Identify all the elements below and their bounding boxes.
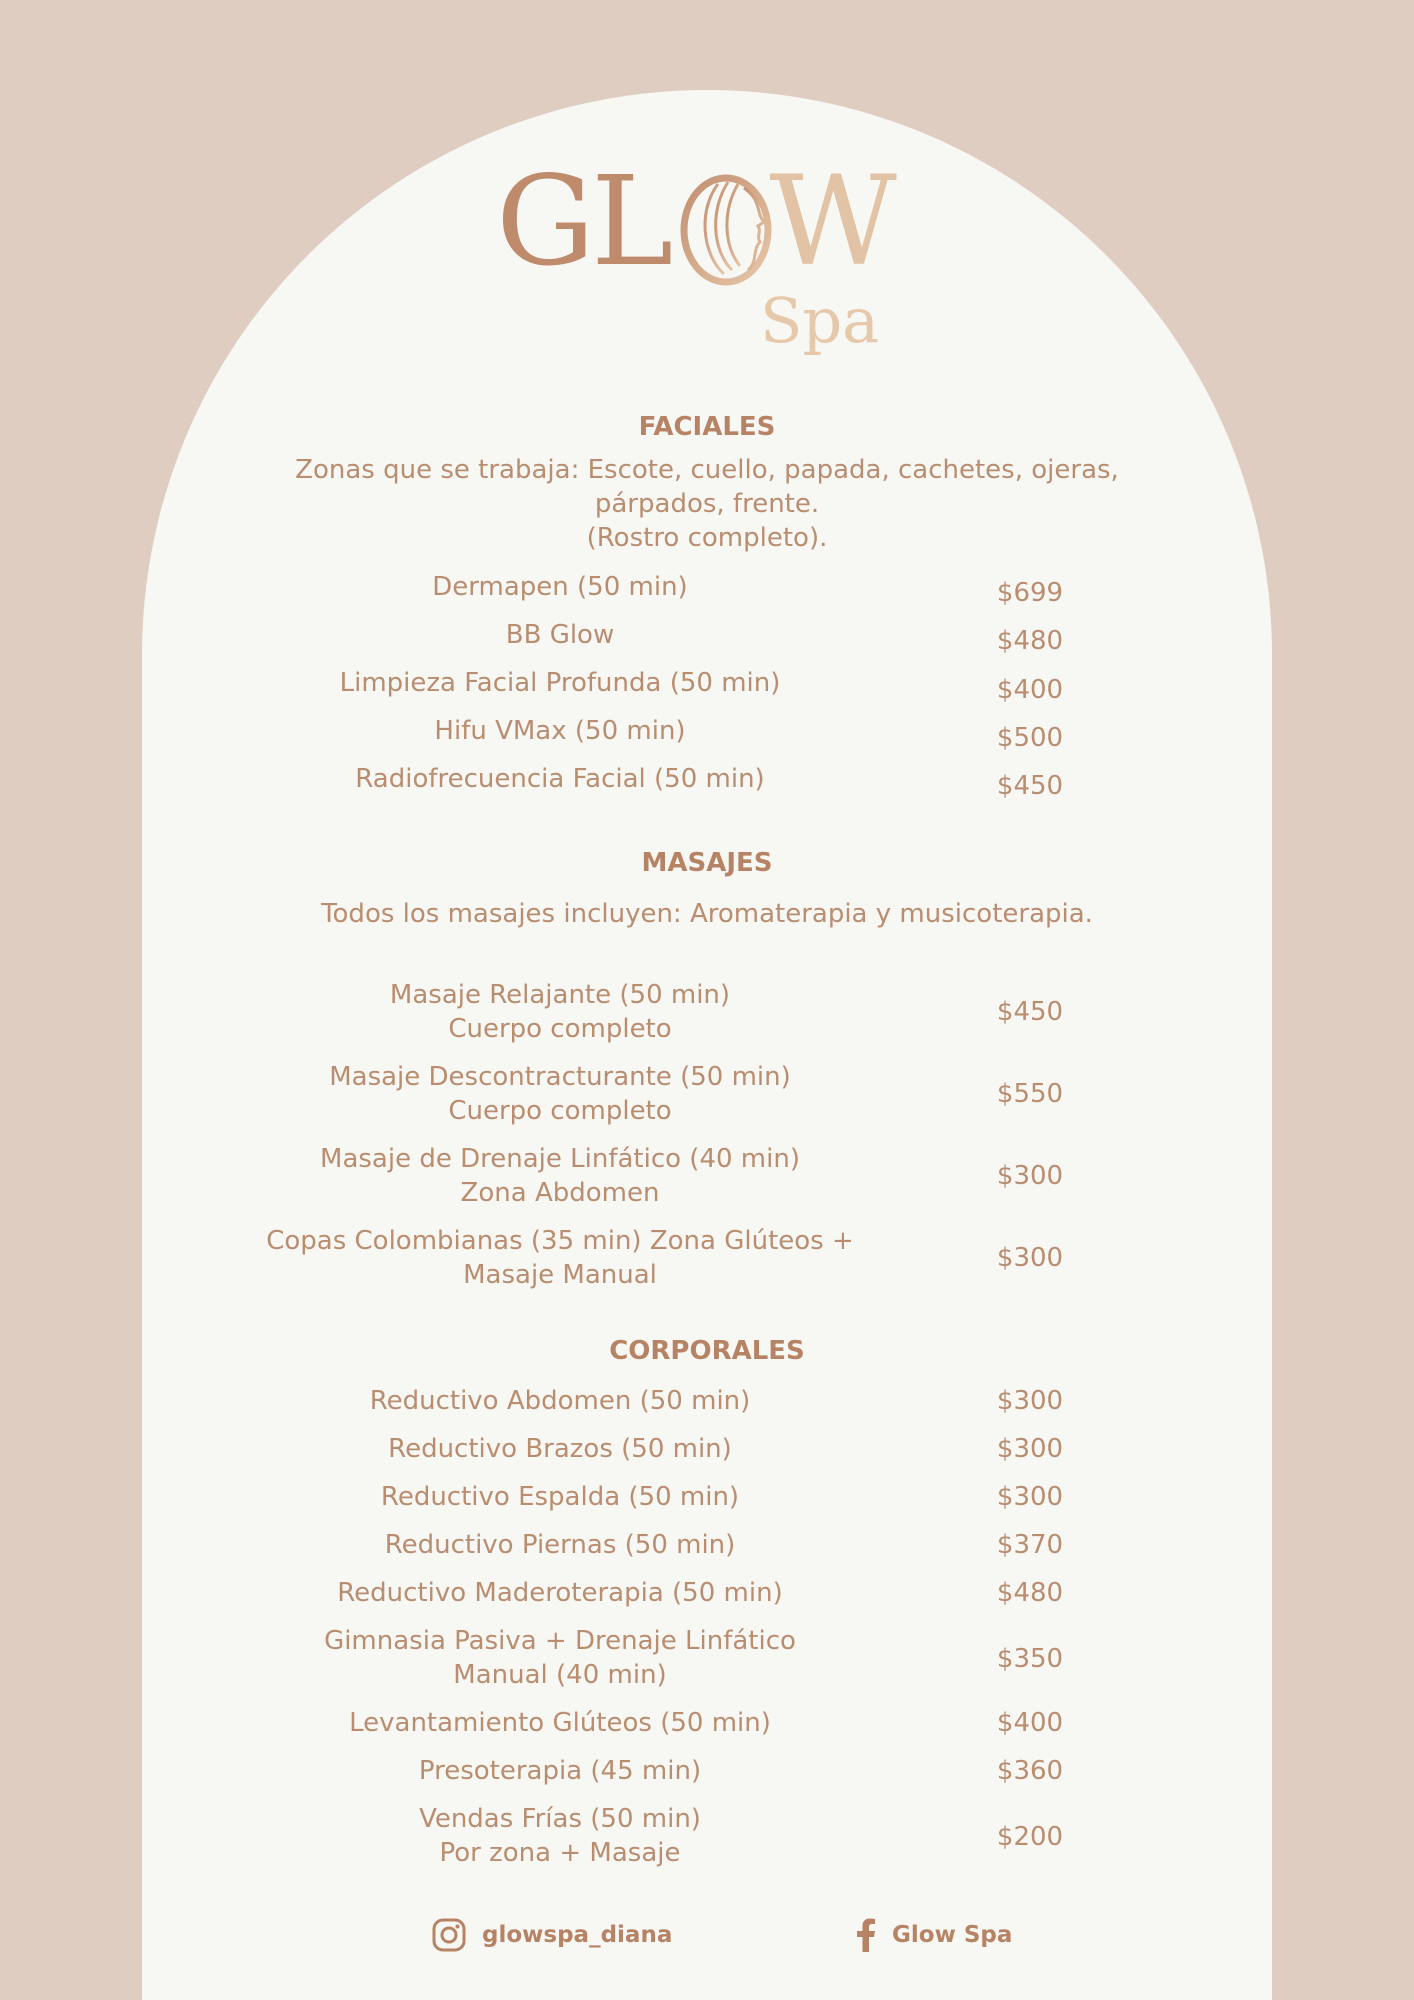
corporales-item-line: Por zona + Masaje xyxy=(439,1838,681,1868)
corporales-item-line: Vendas Frías (50 min) xyxy=(419,1804,701,1834)
corporales-item-name: Reductivo Piernas (50 min) xyxy=(384,1530,736,1560)
corporales-item-line: Gimnasia Pasiva + Drenaje Linfático xyxy=(324,1626,796,1656)
masajes-item-line: Cuerpo completo xyxy=(448,1096,672,1126)
corporales-item-price: $300 xyxy=(996,1434,1064,1464)
masajes-item-line: Masaje Manual xyxy=(463,1260,657,1290)
facebook-link[interactable] xyxy=(856,1918,1012,1952)
logo-gl: GL xyxy=(496,150,670,294)
facebook-page-name: Glow Spa xyxy=(892,1922,1013,1948)
corporales-item-name: Levantamiento Glúteos (50 min) xyxy=(349,1708,771,1738)
faciales-item-name: Limpieza Facial Profunda (50 min) xyxy=(339,668,781,698)
faciales-item-price: $699 xyxy=(996,578,1064,608)
faciales-item-name: Dermapen (50 min) xyxy=(432,572,688,602)
faciales-title: FACIALES xyxy=(638,412,776,442)
logo-w: W xyxy=(769,150,893,294)
corporales-item-name xyxy=(230,1624,890,1692)
logo-spa: Spa xyxy=(760,284,880,357)
corporales-item-name: Reductivo Abdomen (50 min) xyxy=(369,1386,751,1416)
corporales-item-price: $300 xyxy=(996,1386,1064,1416)
masajes-item-price: $300 xyxy=(996,1161,1064,1191)
masajes-item-name xyxy=(230,1142,890,1210)
facebook-icon xyxy=(856,1918,876,1952)
corporales-item-price: $480 xyxy=(996,1578,1064,1608)
instagram-link[interactable] xyxy=(432,1918,672,1952)
corporales-title: CORPORALES xyxy=(609,1336,805,1366)
faciales-item-price: $480 xyxy=(996,626,1064,656)
masajes-item-price: $450 xyxy=(996,997,1064,1027)
masajes-item-line: Copas Colombianas (35 min) Zona Glúteos + xyxy=(266,1226,854,1256)
corporales-item-price: $400 xyxy=(996,1708,1064,1738)
masajes-description: Todos los masajes incluyen: Aromaterapia y musicoterapia. xyxy=(321,899,1093,929)
faciales-desc-line: (Rostro completo). xyxy=(586,523,828,553)
masajes-item-name xyxy=(230,1060,890,1128)
corporales-item-name: Reductivo Maderoterapia (50 min) xyxy=(337,1578,783,1608)
instagram-icon xyxy=(432,1918,466,1952)
masajes-item-line: Zona Abdomen xyxy=(460,1178,660,1208)
corporales-item-name: Reductivo Brazos (50 min) xyxy=(388,1434,732,1464)
masajes-item-price: $300 xyxy=(996,1243,1064,1273)
corporales-item-name: Presoterapia (45 min) xyxy=(418,1756,702,1786)
instagram-handle: glowspa_diana xyxy=(482,1922,673,1948)
corporales-item-line: Manual (40 min) xyxy=(453,1660,667,1690)
faciales-item-name: Radiofrecuencia Facial (50 min) xyxy=(355,764,765,794)
faciales-item-name: Hifu VMax (50 min) xyxy=(434,716,686,746)
faciales-desc-line: párpados, frente. xyxy=(594,489,820,519)
corporales-item-price: $360 xyxy=(996,1756,1064,1786)
logo xyxy=(0,0,1414,380)
faciales-item-name: BB Glow xyxy=(505,620,615,650)
corporales-item-name xyxy=(230,1802,890,1870)
corporales-item-name: Reductivo Espalda (50 min) xyxy=(380,1482,740,1512)
masajes-item-line: Masaje Descontracturante (50 min) xyxy=(329,1062,791,1092)
corporales-item-price: $350 xyxy=(996,1644,1064,1674)
corporales-item-price: $200 xyxy=(996,1822,1064,1852)
faciales-item-price: $400 xyxy=(996,675,1064,705)
masajes-title: MASAJES xyxy=(641,848,773,878)
masajes-item-name xyxy=(230,978,890,1046)
corporales-item-price: $370 xyxy=(996,1530,1064,1560)
corporales-item-price: $300 xyxy=(996,1482,1064,1512)
faciales-item-price: $450 xyxy=(996,771,1064,801)
faciales-desc-line: Zonas que se trabaja: Escote, cuello, papada, cachetes, ojeras, xyxy=(295,455,1119,485)
masajes-item-name xyxy=(230,1224,890,1292)
masajes-item-line: Masaje de Drenaje Linfático (40 min) xyxy=(320,1144,800,1174)
masajes-item-price: $550 xyxy=(996,1079,1064,1109)
faciales-item-price: $500 xyxy=(996,723,1064,753)
masajes-item-line: Cuerpo completo xyxy=(448,1014,672,1044)
masajes-item-line: Masaje Relajante (50 min) xyxy=(389,980,731,1010)
faciales-description xyxy=(260,453,1154,555)
face-profile-icon xyxy=(678,170,788,288)
